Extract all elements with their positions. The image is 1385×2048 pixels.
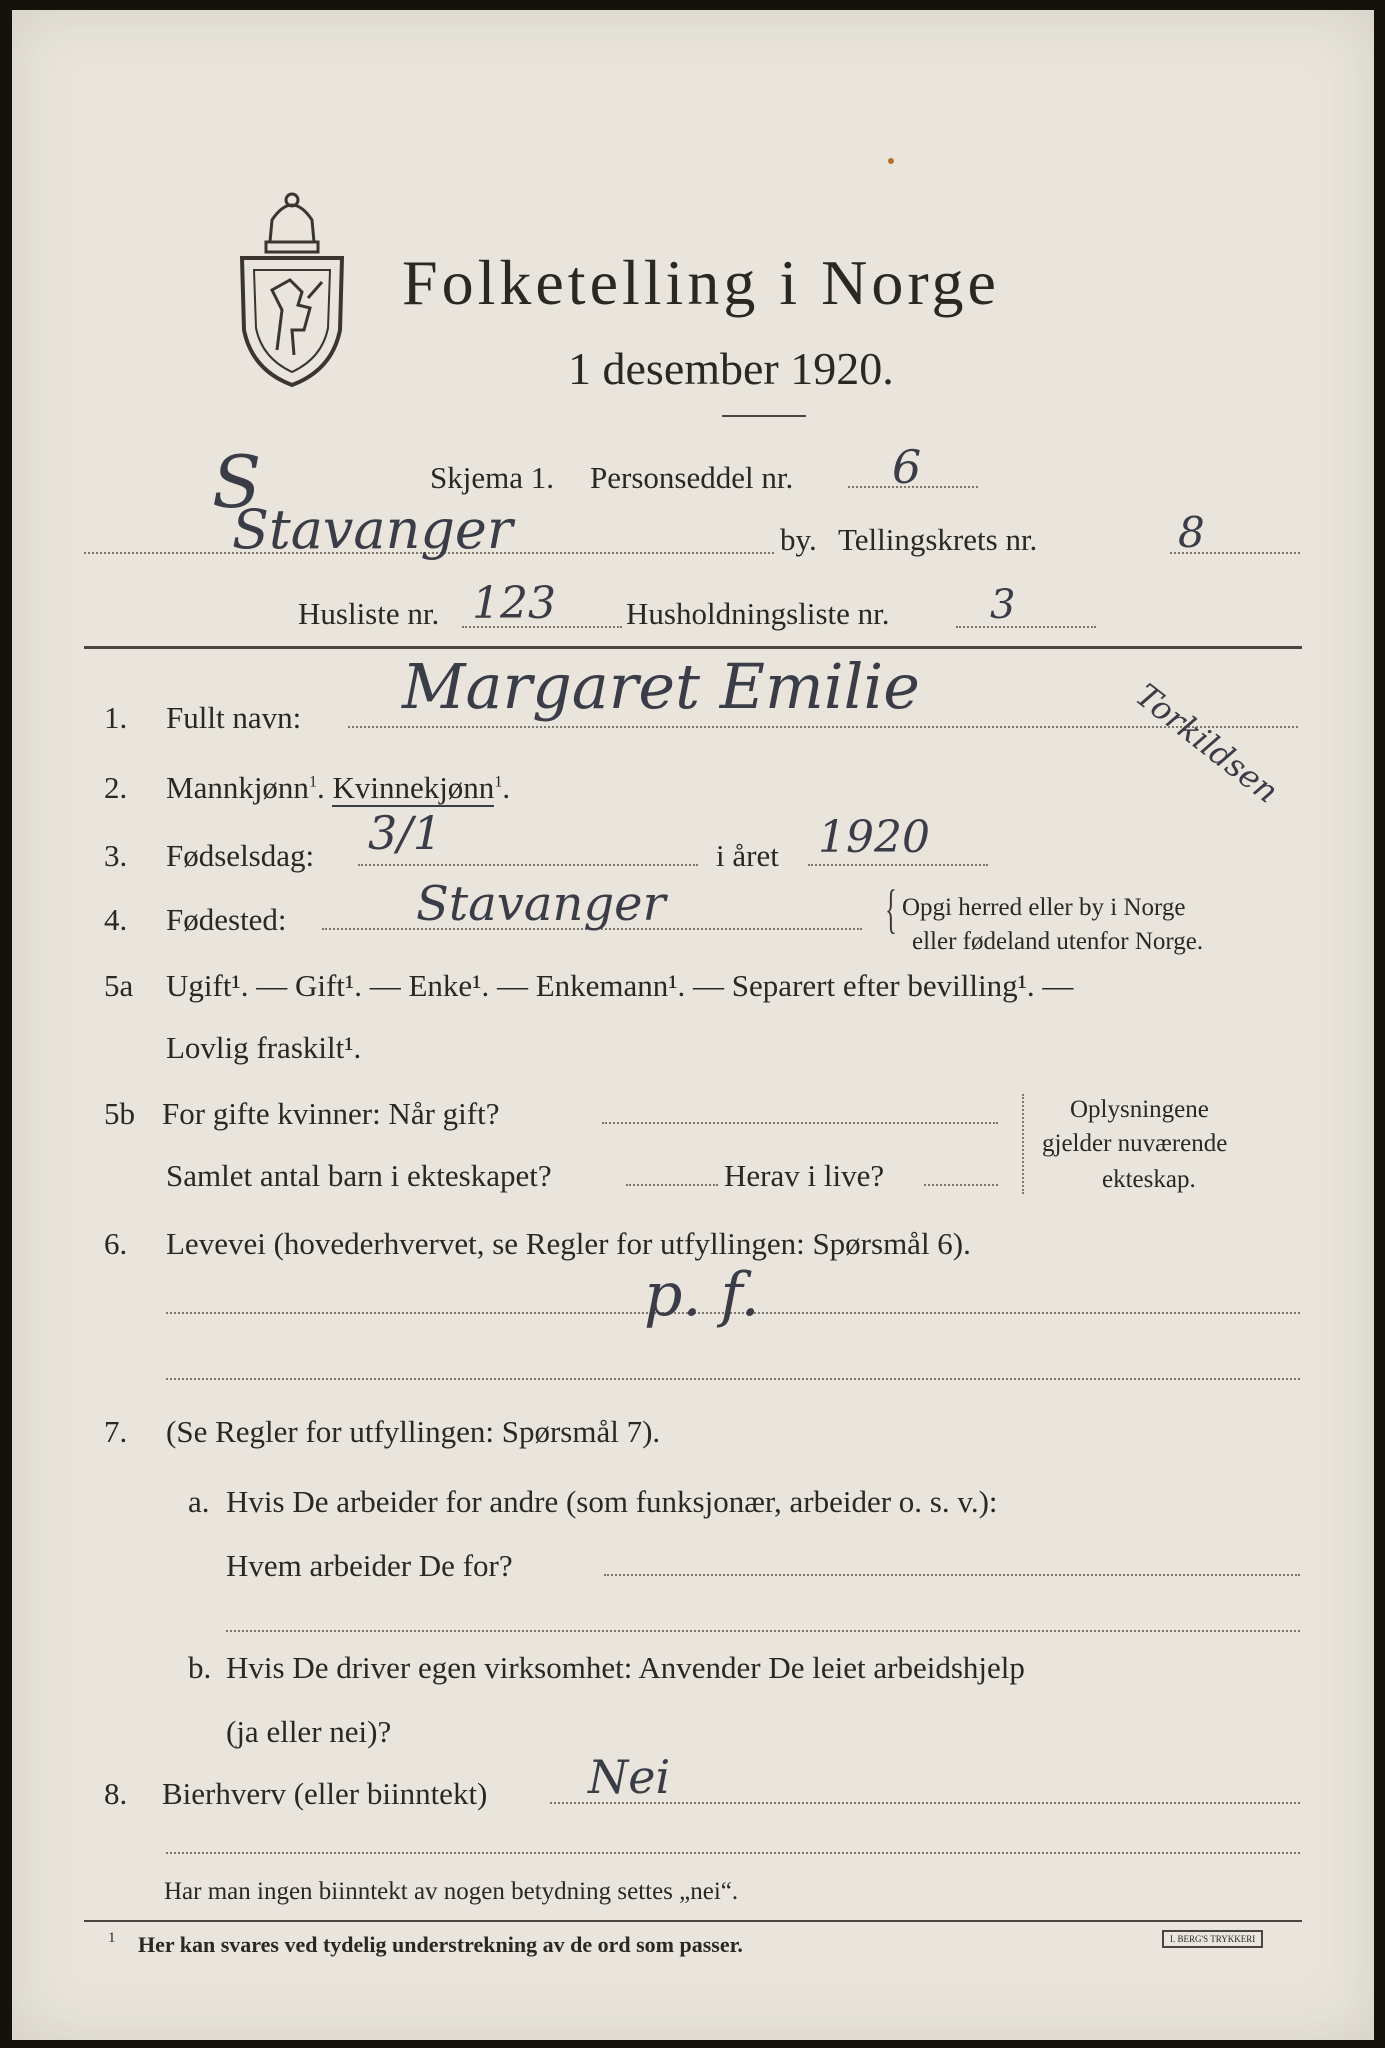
husholdningsliste-line: [956, 626, 1096, 628]
q3-value[interactable]: 3/1: [368, 806, 443, 860]
q4-label: Fødested:: [166, 902, 287, 937]
q6-number: 6.: [104, 1226, 128, 1261]
q3-label: Fødselsdag:: [166, 838, 315, 873]
q5b-married-line: [602, 1122, 998, 1124]
q7-number: 7.: [104, 1414, 128, 1449]
q5b-label-alive: Herav i live?: [724, 1158, 885, 1193]
footnote-rule: [84, 1920, 1302, 1922]
q4-note-1: Opgi herred eller by i Norge: [902, 894, 1186, 921]
q7a-line-2: Hvem arbeider De for?: [226, 1548, 513, 1583]
personseddel-label: Personseddel nr.: [590, 460, 794, 495]
q5b-label-children: Samlet antal barn i ekteskapet?: [166, 1158, 552, 1193]
q7a-line-extra: [226, 1630, 1300, 1632]
q7a-line-1: Hvis De arbeider for andre (som funksjonær, arbeider o. s. v.):: [226, 1484, 998, 1519]
q2-male-option[interactable]: Mannkjønn: [166, 770, 309, 805]
city-value[interactable]: Stavanger: [232, 498, 513, 561]
q3-year-value[interactable]: 1920: [818, 812, 930, 863]
q5a-options: Ugift¹. — Gift¹. — Enke¹. — Enkemann¹. — Separert efter bevilling¹. —: [166, 968, 1074, 1003]
husliste-value[interactable]: 123: [472, 578, 556, 629]
tellingskrets-value[interactable]: 8: [1178, 508, 1205, 557]
q8-line-extra: [166, 1852, 1300, 1854]
husholdningsliste-value[interactable]: 3: [990, 582, 1016, 628]
census-form: [12, 10, 1374, 2040]
q5b-children-line: [626, 1184, 718, 1186]
title-divider: [722, 415, 806, 417]
q8-value[interactable]: Nei: [588, 1750, 671, 1804]
q4-number: 4.: [104, 902, 128, 937]
form-date: 1 desember 1920.: [568, 343, 894, 394]
q2-number: 2.: [104, 770, 128, 805]
q7a-letter: a.: [188, 1484, 210, 1519]
tellingskrets-label: Tellingskrets nr.: [838, 522, 1038, 557]
q7-label: (Se Regler for utfyllingen: Spørsmål 7).: [166, 1414, 661, 1449]
q4-brace: {: [885, 879, 897, 939]
q8-label: Bierhverv (eller biinntekt): [162, 1776, 488, 1811]
footnote-marker: 1: [108, 1930, 116, 1946]
q5b-note-1: Oplysningene: [1070, 1096, 1209, 1123]
footnote-text: Her kan svares ved tydelig understrekning av de ord som passer.: [138, 1932, 743, 1957]
handwritten-initial: S: [212, 440, 262, 524]
q1-value-extra[interactable]: Torkildsen: [1128, 676, 1286, 811]
q7b-letter: b.: [188, 1650, 212, 1685]
q3-year-label: i året: [716, 838, 779, 873]
q5b-number: 5b: [104, 1096, 135, 1131]
q6-line-2: [166, 1378, 1300, 1380]
coat-of-arms-icon: [232, 180, 352, 390]
schema-label: Skjema 1.: [430, 460, 554, 495]
q2-options: Mannkjønn$^1$. Kvinnekjønn$^1$.: [166, 770, 511, 805]
q5b-divider: [1022, 1094, 1026, 1194]
husliste-label: Husliste nr.: [298, 596, 440, 631]
q7b-line-1: Hvis De driver egen virksomhet: Anvender De leiet arbeidshjelp: [226, 1650, 1025, 1685]
q8-note: Har man ingen biinntekt av nogen betydning settes „nei“.: [164, 1878, 739, 1905]
q3-line: [358, 864, 698, 866]
q8-number: 8.: [104, 1776, 128, 1811]
q3-number: 3.: [104, 838, 128, 873]
q5b-note-2: gjelder nuværende: [1042, 1130, 1228, 1157]
q5b-note-3: ekteskap.: [1102, 1166, 1196, 1193]
q1-label: Fullt navn:: [166, 700, 302, 735]
q6-label: Levevei (hovederhvervet, se Regler for utfyllingen: Spørsmål 6).: [166, 1226, 971, 1261]
q3-year-line: [808, 864, 988, 866]
header-rule: [84, 646, 1302, 649]
q6-value[interactable]: p. f.: [644, 1260, 760, 1330]
q4-note-2: eller fødeland utenfor Norge.: [912, 928, 1204, 955]
q1-number: 1.: [104, 700, 128, 735]
form-title: Folketelling i Norge: [402, 247, 1000, 318]
printer-stamp: I. BERG'S TRYKKERI: [1162, 1930, 1263, 1948]
personseddel-value[interactable]: 6: [892, 440, 922, 494]
husholdningsliste-label: Husholdningsliste nr.: [626, 596, 890, 631]
q5b-alive-line: [924, 1184, 998, 1186]
q2-female-option[interactable]: Kvinnekjønn: [332, 770, 495, 805]
q7a-line: [604, 1574, 1300, 1576]
q1-value[interactable]: Margaret Emilie: [402, 650, 920, 723]
q4-value[interactable]: Stavanger: [416, 876, 666, 932]
q5a-options-2: Lovlig fraskilt¹.: [166, 1030, 362, 1065]
q5a-number: 5a: [104, 968, 134, 1003]
q7b-line-2: (ja eller nei)?: [226, 1714, 392, 1749]
by-label: by.: [780, 522, 817, 557]
ink-spot: [888, 158, 894, 164]
q5b-label-married: For gifte kvinner: Når gift?: [162, 1096, 500, 1131]
